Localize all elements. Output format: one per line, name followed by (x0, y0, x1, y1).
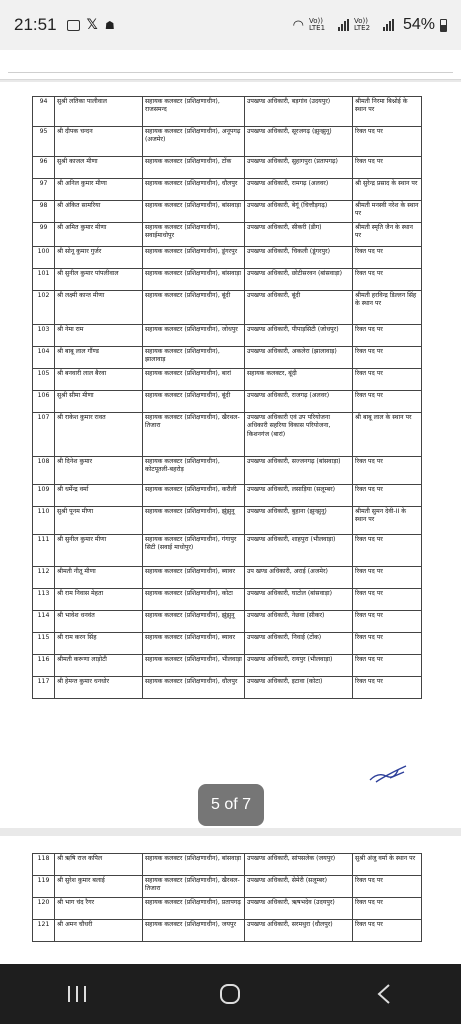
officer-name-cell: सुश्री काजल मीणा (55, 157, 143, 179)
serial-cell: 103 (33, 325, 55, 347)
serial-cell: 116 (33, 655, 55, 677)
table-row (33, 347, 422, 369)
current-post-cell: सहायक कलक्टर (प्रशिक्षणाधीन), धौलपुर (143, 179, 245, 201)
new-post-cell: उपखण्ड अधिकारी, ऋषभदेव (उदयपुर) (245, 898, 353, 920)
current-post-cell: सहायक कलक्टर (प्रशिक्षणाधीन), बांसवाड़ा (143, 854, 245, 876)
gallery-icon (67, 20, 80, 31)
new-post-cell: उपखण्ड अधिकारी, सांपसलेक (जयपुर) (245, 854, 353, 876)
current-post-cell: सहायक कलक्टर (प्रशिक्षणाधीन), गंगापुर सिटी (सवाई माधोपुर) (143, 535, 245, 567)
serial-cell: 106 (33, 391, 55, 413)
officer-name-cell: श्री राम निवास मेहता (55, 589, 143, 611)
officer-name-cell: श्री ऋषि राज कपिल (55, 854, 143, 876)
current-post-cell: सहायक कलक्टर (प्रशिक्षणाधीन), ब्यावर (143, 633, 245, 655)
officer-name-cell: श्री भाग चंद रैगर (55, 898, 143, 920)
current-post-cell: सहायक कलक्टर (प्रशिक्षणाधीन), कोटपूतली-बहरोड़ (143, 457, 245, 485)
officer-name-cell: श्री दिनेश कुमार (55, 457, 143, 485)
current-post-cell: सहायक कलक्टर (प्रशिक्षणाधीन), करौली (143, 485, 245, 507)
new-post-cell: उपखण्ड अधिकारी, राजगढ़ (अलवर) (245, 391, 353, 413)
serial-cell: 95 (33, 127, 55, 157)
remark-cell: रिक्त पद पर (353, 633, 422, 655)
table-row (33, 179, 422, 201)
table-row (33, 876, 422, 898)
remark-cell: रिक्त पद पर (353, 127, 422, 157)
officer-name-cell: श्री दीपक चन्दन (55, 127, 143, 157)
serial-cell: 120 (33, 898, 55, 920)
table-row (33, 677, 422, 699)
officer-name-cell: श्री बाबू लाल गौंण्ड (55, 347, 143, 369)
serial-cell: 112 (33, 567, 55, 589)
battery-icon (440, 19, 447, 32)
table-row (33, 485, 422, 507)
network-lte1-label: Vo)) LTE1 (308, 17, 326, 32)
table-row (33, 369, 422, 391)
recent-apps-button[interactable] (47, 974, 107, 1014)
current-post-cell: सहायक कलक्टर (प्रशिक्षणाधीन), बांसवाड़ा (143, 269, 245, 291)
remark-cell: रिक्त पद पर (353, 920, 422, 942)
previous-page-edge (0, 50, 461, 80)
officer-name-cell: सुश्री लतिका पालीवाल (55, 97, 143, 127)
recent-apps-icon (66, 985, 88, 1003)
remark-cell: रिक्त पद पर (353, 247, 422, 269)
remark-cell: रिक्त पद पर (353, 567, 422, 589)
current-post-cell: सहायक कलक्टर (प्रशिक्षणाधीन), भीलवाड़ा (143, 655, 245, 677)
remark-cell: रिक्त पद पर (353, 347, 422, 369)
current-post-cell: सहायक कलक्टर (प्रशिक्षणाधीन), जोधपुर (143, 325, 245, 347)
current-post-cell: सहायक कलक्टर (प्रशिक्षणाधीन), झुंझुनू (143, 611, 245, 633)
serial-cell: 108 (33, 457, 55, 485)
current-post-cell: सहायक कलक्टर (प्रशिक्षणाधीन), खैरथल-तिजारा (143, 876, 245, 898)
remark-cell: रिक्त पद पर (353, 325, 422, 347)
serial-cell: 114 (33, 611, 55, 633)
table-row (33, 269, 422, 291)
serial-cell: 111 (33, 535, 55, 567)
officer-name-cell: सुश्री सीमा मीणा (55, 391, 143, 413)
battery-percent: 54% (402, 16, 435, 33)
table-row (33, 898, 422, 920)
officer-name-cell: श्री बनवारी लाल बैरवा (55, 369, 143, 391)
page-indicator: 5 of 7 (198, 784, 264, 826)
remark-cell: रिक्त पद पर (353, 391, 422, 413)
current-post-cell: सहायक कलक्टर (प्रशिक्षणाधीन), बांसवाड़ा (143, 201, 245, 223)
remark-cell: श्री बाबू लाल के स्थान पर (353, 413, 422, 457)
new-post-cell: उपखण्ड अधिकारी, रामगढ़ (अलवर) (245, 179, 353, 201)
serial-cell: 117 (33, 677, 55, 699)
new-post-cell: उपखण्ड अधिकारी, शाहपुरा (भीलवाड़ा) (245, 535, 353, 567)
new-post-cell: उपखण्ड अधिकारी, बुहाना (झुन्झुनू) (245, 507, 353, 535)
table-row (33, 247, 422, 269)
wifi-icon: ◠ (292, 17, 304, 33)
serial-cell: 104 (33, 347, 55, 369)
serial-cell: 97 (33, 179, 55, 201)
system-nav-bar (0, 964, 461, 1024)
document-page-5[interactable] (0, 82, 461, 828)
table-row (33, 507, 422, 535)
new-post-cell: उपखण्ड अधिकारी, रायपुर (भीलवाड़ा) (245, 655, 353, 677)
table-row (33, 391, 422, 413)
officer-name-cell: श्री लक्ष्मी कान्त मीणा (55, 291, 143, 325)
table-row (33, 567, 422, 589)
current-post-cell: सहायक कलक्टर (प्रशिक्षणाधीन), बूंदी (143, 391, 245, 413)
new-post-cell: उपखण्ड अधिकारी, बूंदी (245, 291, 353, 325)
new-post-cell: उपखण्ड अधिकारी, सेमेरी (सलूम्बर) (245, 876, 353, 898)
serial-cell: 121 (33, 920, 55, 942)
new-post-cell: उपखण्ड अधिकारी, लसाड़िया (सलूम्बर) (245, 485, 353, 507)
table-row (33, 97, 422, 127)
remark-cell: रिक्त पद पर (353, 677, 422, 699)
remark-cell: रिक्त पद पर (353, 485, 422, 507)
remark-cell: रिक्त पद पर (353, 535, 422, 567)
current-post-cell: सहायक कलक्टर (प्रशिक्षणाधीन), धौलपुर (143, 677, 245, 699)
serial-cell: 102 (33, 291, 55, 325)
current-post-cell: सहायक कलक्टर (प्रशिक्षणाधीन), सवाईमाधोपुर (143, 223, 245, 247)
table-row (33, 157, 422, 179)
remark-cell: श्रीमती निरमा बिश्नोई के स्थान पर (353, 97, 422, 127)
table-row (33, 920, 422, 942)
transfer-table-page-5 (32, 96, 422, 699)
current-post-cell: सहायक कलक्टर (प्रशिक्षणाधीन), बारां (143, 369, 245, 391)
current-post-cell: सहायक कलक्टर (प्रशिक्षणाधीन), राजसमन्द (143, 97, 245, 127)
remark-cell: रिक्त पद पर (353, 655, 422, 677)
current-post-cell: सहायक कलक्टर (प्रशिक्षणाधीन), खैरथल-तिजारा (143, 413, 245, 457)
officer-name-cell: श्री सुनील कुमार पांपलीवाल (55, 269, 143, 291)
table-row (33, 611, 422, 633)
signature-mark (368, 762, 410, 784)
home-icon (219, 983, 241, 1005)
current-post-cell: सहायक कलक्टर (प्रशिक्षणाधीन), जयपुर (143, 920, 245, 942)
table-row (33, 589, 422, 611)
serial-cell: 100 (33, 247, 55, 269)
officer-name-cell: श्रीमती करूणा लाड़ोटी (55, 655, 143, 677)
transfer-table-page-6 (32, 853, 422, 942)
current-post-cell: सहायक कलक्टर (प्रशिक्षणाधीन), प्रतापगढ़ (143, 898, 245, 920)
new-post-cell: उपखण्ड अधिकारी, नेछवा (सीकर) (245, 611, 353, 633)
remark-cell: रिक्त पद पर (353, 369, 422, 391)
officer-name-cell: श्री अंकित सामरिया (55, 201, 143, 223)
remark-cell: श्रीमती हरविन्द्र डिल्लन सिंह के स्थान पर (353, 291, 422, 325)
current-post-cell: सहायक कलक्टर (प्रशिक्षणाधीन), झुंझुनू (143, 507, 245, 535)
remark-cell: श्रीमती स्मृति जैन के स्थान पर (353, 223, 422, 247)
remark-cell: रिक्त पद पर (353, 589, 422, 611)
officer-name-cell: श्री सोनू कुमार गुर्जर (55, 247, 143, 269)
current-post-cell: सहायक कलक्टर (प्रशिक्षणाधीन), टोंक (143, 157, 245, 179)
current-post-cell: सहायक कलक्टर (प्रशिक्षणाधीन), ब्यावर (143, 567, 245, 589)
serial-cell: 94 (33, 97, 55, 127)
table-row (33, 413, 422, 457)
table-row (33, 535, 422, 567)
new-post-cell: उपखण्ड अधिकारी, घाटोल (बांसवाड़ा) (245, 589, 353, 611)
table-row (33, 223, 422, 247)
serial-cell: 110 (33, 507, 55, 535)
remark-cell: रिक्त पद पर (353, 898, 422, 920)
officer-name-cell: श्री हेमन्त कुमार धनधोर (55, 677, 143, 699)
new-post-cell: उपखण्ड अधिकारी, पीपाड़सिटी (जोधपुर) (245, 325, 353, 347)
serial-cell: 99 (33, 223, 55, 247)
status-bar (0, 0, 461, 50)
table-row (33, 201, 422, 223)
officer-name-cell: श्री सुरेश कुमार बलाई (55, 876, 143, 898)
news-app-icon: ☗ (104, 18, 115, 32)
remark-cell: रिक्त पद पर (353, 611, 422, 633)
home-button[interactable] (200, 974, 260, 1014)
remark-cell: सुश्री अंजु वर्मा के स्थान पर (353, 854, 422, 876)
signal-2-icon (383, 19, 394, 31)
remark-cell: रिक्त पद पर (353, 157, 422, 179)
serial-cell: 109 (33, 485, 55, 507)
document-page-6[interactable] (0, 836, 461, 964)
new-post-cell: उपखण्ड अधिकारी, सुहागपुरा (प्रतापगढ़) (245, 157, 353, 179)
officer-name-cell: श्री धर्मेन्द्र वर्मा (55, 485, 143, 507)
new-post-cell: उपखण्ड अधिकारी, छोटीसरवन (बांसवाड़ा) (245, 269, 353, 291)
new-post-cell: उपखण्ड अधिकारी, सूरजगढ़ (झुन्झुनू) (245, 127, 353, 157)
table-row (33, 291, 422, 325)
officer-name-cell: श्री राकेश कुमार रावत (55, 413, 143, 457)
new-post-cell: उपखण्ड अधिकारी एवं उप परियोजना अधिकारी सहरिया विकास परियोजना, किशनगंज (बारां) (245, 413, 353, 457)
serial-cell: 105 (33, 369, 55, 391)
serial-cell: 113 (33, 589, 55, 611)
new-post-cell: उपखण्ड अधिकारी, बेगूं (चित्तौड़गढ़) (245, 201, 353, 223)
remark-cell: श्री सुरेन्द्र प्रसाद के स्थान पर (353, 179, 422, 201)
remark-cell: रिक्त पद पर (353, 269, 422, 291)
table-row (33, 633, 422, 655)
new-post-cell: उपखण्ड अधिकारी, सज्जनगढ़ (बांसवाड़ा) (245, 457, 353, 485)
officer-name-cell: श्री सुनील कुमार मीणा (55, 535, 143, 567)
table-row (33, 127, 422, 157)
officer-name-cell: श्रीमती नीतू मीणा (55, 567, 143, 589)
current-post-cell: सहायक कलक्टर (प्रशिक्षणाधीन), बूंदी (143, 291, 245, 325)
current-post-cell: सहायक कलक्टर (प्रशिक्षणाधीन), डूंगरपुर (143, 247, 245, 269)
new-post-cell: उपखण्ड अधिकारी, सीकरी (डीग) (245, 223, 353, 247)
new-post-cell: उपखण्ड अधिकारी, सरमथुरा (धौलपुर) (245, 920, 353, 942)
back-icon (376, 983, 392, 1005)
new-post-cell: सहायक कलक्टर, बूंदी (245, 369, 353, 391)
officer-name-cell: श्री राम करन सिंह (55, 633, 143, 655)
new-post-cell: उप खण्ड अधिकारी, अराई (अजमेर) (245, 567, 353, 589)
serial-cell: 119 (33, 876, 55, 898)
table-row (33, 854, 422, 876)
table-row (33, 655, 422, 677)
new-post-cell: उपखण्ड अधिकारी, अकलेरा (झालावाड़) (245, 347, 353, 369)
current-post-cell: सहायक कलक्टर (प्रशिक्षणाधीन), झालावाड़ (143, 347, 245, 369)
serial-cell: 98 (33, 201, 55, 223)
remark-cell: रिक्त पद पर (353, 876, 422, 898)
officer-name-cell: श्री नेमा राम (55, 325, 143, 347)
new-post-cell: उपखण्ड अधिकारी, निवाई (टोंक) (245, 633, 353, 655)
table-row (33, 325, 422, 347)
serial-cell: 118 (33, 854, 55, 876)
status-time: 21:51 (14, 15, 57, 34)
new-post-cell: उपखण्ड अधिकारी, चिकली (डूंगरपुर) (245, 247, 353, 269)
officer-name-cell: सुश्री पूनम मीणा (55, 507, 143, 535)
current-post-cell: सहायक कलक्टर (प्रशिक्षणाधीन), कोटा (143, 589, 245, 611)
serial-cell: 101 (33, 269, 55, 291)
serial-cell: 115 (33, 633, 55, 655)
remark-cell: रिक्त पद पर (353, 457, 422, 485)
serial-cell: 96 (33, 157, 55, 179)
table-row (33, 457, 422, 485)
officer-name-cell: श्री अमन चौधरी (55, 920, 143, 942)
officer-name-cell: श्री अनिल कुमार मीणा (55, 179, 143, 201)
back-button[interactable] (354, 974, 414, 1014)
remark-cell: श्रीमती मनस्वी नरेश के स्थान पर (353, 201, 422, 223)
current-post-cell: सहायक कलक्टर (प्रशिक्षणाधीन), अनूपगढ़ (अजमेर) (143, 127, 245, 157)
new-post-cell: उपखण्ड अधिकारी, बड़गांव (उदयपुर) (245, 97, 353, 127)
serial-cell: 107 (33, 413, 55, 457)
new-post-cell: उपखण्ड अधिकारी, इटावा (कोटा) (245, 677, 353, 699)
signal-1-icon (338, 19, 349, 31)
officer-name-cell: श्री भावेश धनवंत (55, 611, 143, 633)
officer-name-cell: श्री अमित कुमार मीणा (55, 223, 143, 247)
remark-cell: श्रीमती सुमन देवी-II के स्थान पर (353, 507, 422, 535)
network-lte2-label: Vo)) LTE2 (353, 17, 371, 32)
x-app-icon: 𝕏 (86, 17, 98, 33)
